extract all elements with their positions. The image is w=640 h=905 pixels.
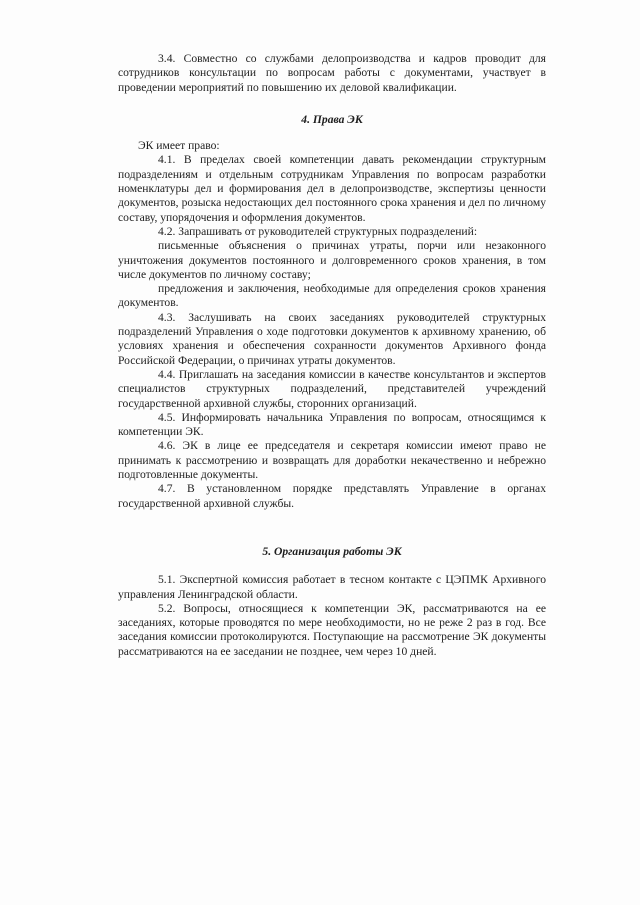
- paragraph-5-2: 5.2. Вопросы, относящиеся к компетенции ЭК, рассматриваются на ее заседаниях, которые проводятся по мере необходимости, но не реже 2 раз в год. Все заседания комиссии протоколируются. Поступающие на рассмотрение ЭК документы рассматриваются на ее заседании не позднее, чем через 10 дней.: [118, 601, 546, 658]
- paragraph-4-7: 4.7. В установленном порядке представлять Управление в органах государственной архивной службы.: [118, 482, 546, 510]
- paragraph-4-5: 4.5. Информировать начальника Управления по вопросам, относящимся к компетенции ЭК.: [118, 410, 546, 439]
- section-5-title: 5. Организация работы ЭК: [262, 544, 402, 558]
- paragraph-4-3: 4.3. Заслушивать на своих заседаниях руководителей структурных подразделений Управления о ходе подготовки документов к архивному хранению, об условиях хранения и обеспечения сохранности документов Архивного фонда Российской Федерации, о причинах утраты документов.: [118, 310, 546, 367]
- paragraph-4-2-b: предложения и заключения, необходимые для определения сроков хранения документов.: [118, 282, 546, 310]
- paragraph-5-1: 5.1. Экспертной комиссия работает в тесном контакте с ЦЭПМК Архивного управления Ленинградской области.: [118, 573, 546, 601]
- paragraph-3-4: 3.4. Совместно со службами делопроизводства и кадров проводит для сотрудников консультации по вопросам работы с документами, участвует в проведении мероприятий по повышению их деловой квалификации.: [118, 52, 546, 94]
- document-body: [118, 52, 546, 659]
- paragraph-4-6: 4.6. ЭК в лице ее председателя и секретаря комиссии имеют право не принимать к рассмотрению и возвращать для доработки некачественно и небрежно подготовленные документы.: [118, 439, 546, 482]
- paragraph-4-2: 4.2. Запрашивать от руководителей структурных подразделений:: [158, 224, 478, 238]
- section-4-intro: ЭК имеет право:: [138, 139, 220, 153]
- section-4-title: 4. Права ЭК: [301, 112, 363, 126]
- paragraph-4-4: 4.4. Приглашать на заседания комиссии в качестве консультантов и экспертов специалистов структурных подразделений, представителей учреждений государственной архивной службы, сторонних организаций.: [118, 367, 546, 410]
- paragraph-4-1: 4.1. В пределах своей компетенции давать рекомендации структурным подразделениям и отдельным сотрудникам Управления по вопросам разработки номенклатуры дел и формирования дел в делопроизводстве, экспертизы ценности документов, розыска недостающих дел постоянного срока хранения и дел по личному составу, упорядочения и оформления документов.: [118, 153, 546, 224]
- paragraph-4-2-a: письменные объяснения о причинах утраты, порчи или незаконного уничтожения документов постоянного и долговременного сроков хранения, в том числе документов по личному составу;: [118, 239, 546, 281]
